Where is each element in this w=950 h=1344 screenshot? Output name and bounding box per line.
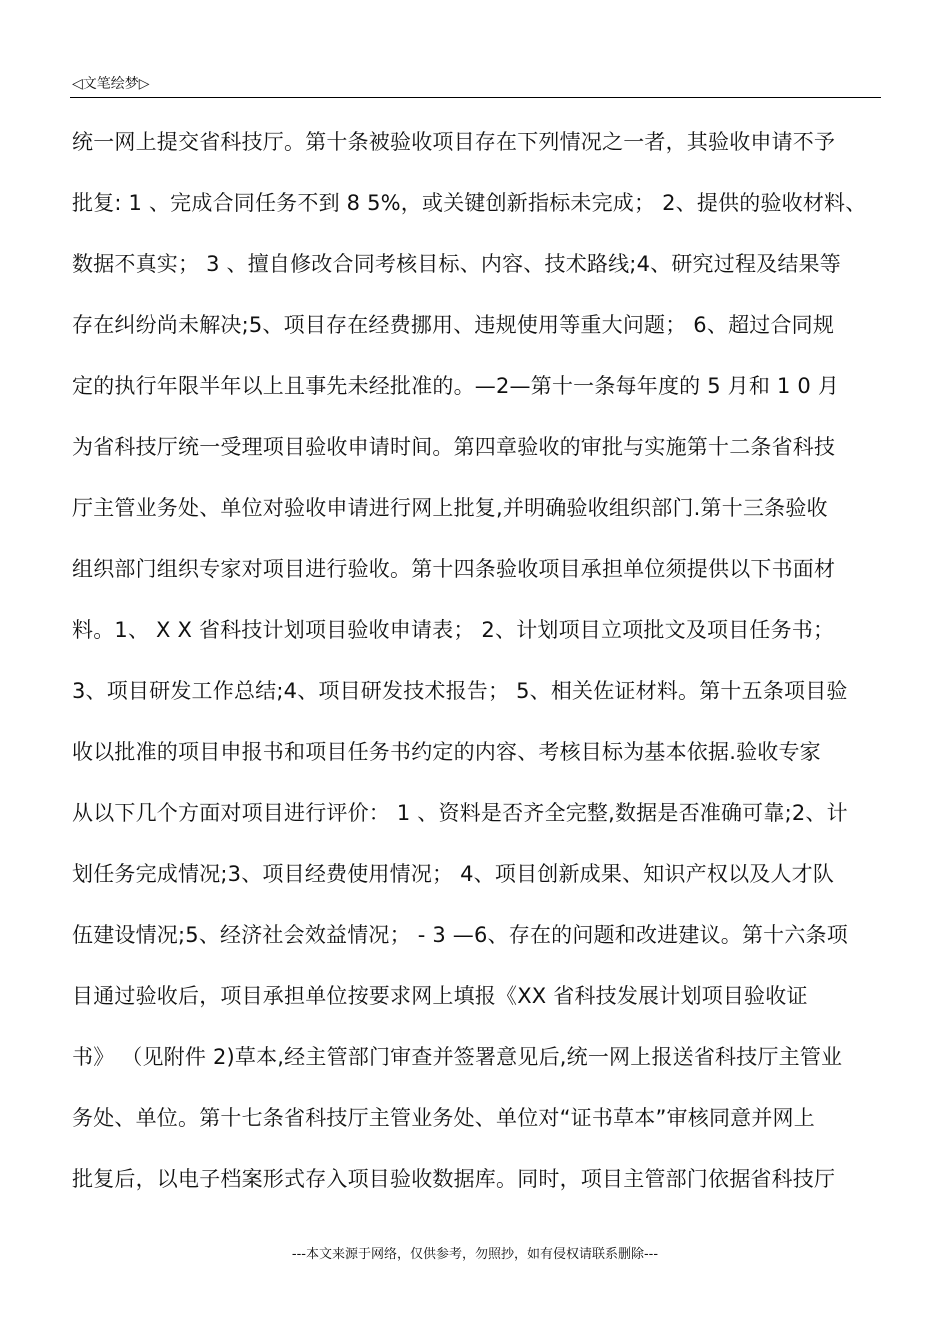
text-line: 书》 （见附件 2)草本,经主管部门审查并签署意见后,统一网上报送省科技厅主管业 xyxy=(72,1045,843,1069)
text-line: 组织部门组织专家对项目进行验收。第十四条验收项目承担单位须提供以下书面材 xyxy=(72,557,836,581)
text-line: 务处、单位。第十七条省科技厅主管业务处、单位对“证书草本”审核同意并网上 xyxy=(72,1106,815,1130)
text-line: 目通过验收后，项目承担单位按要求网上填报《XX 省科技发展计划项目验收证 xyxy=(72,984,808,1008)
text-line: 收以批准的项目申报书和项目任务书约定的内容、考核目标为基本依据.验收专家 xyxy=(72,740,821,764)
page-footer-disclaimer: ---本文来源于网络，仅供参考，勿照抄，如有侵权请联系删除--- xyxy=(291,1247,659,1262)
text-line: 为省科技厅统一受理项目验收申请时间。第四章验收的审批与实施第十二条省科技 xyxy=(72,435,836,459)
text-line: 数据不真实； 3 、擅自修改合同考核目标、内容、技术路线;4、研究过程及结果等 xyxy=(72,252,841,276)
document-body xyxy=(72,124,884,1222)
page-header: ◁文笔绘梦▷ xyxy=(72,76,150,92)
text-line: 划任务完成情况;3、项目经费使用情况； 4、项目创新成果、知识产权以及人才队 xyxy=(72,862,835,886)
text-line: 料。1、 X X 省科技计划项目验收申请表； 2、计划项目立项批文及项目任务书； xyxy=(72,618,835,642)
text-line: 厅主管业务处、单位对验收申请进行网上批复,并明确验收组织部门.第十三条验收 xyxy=(72,496,828,520)
text-line: 3、项目研发工作总结;4、项目研发技术报告； 5、相关佐证材料。第十五条项目验 xyxy=(72,679,848,703)
text-line: 存在纠纷尚未解决;5、项目存在经费挪用、违规使用等重大问题； 6、超过合同规 xyxy=(72,313,835,337)
text-line: 从以下几个方面对项目进行评价： 1 、资料是否齐全完整,数据是否准确可靠;2、计 xyxy=(72,801,848,825)
text-line: 统一网上提交省科技厅。第十条被验收项目存在下列情况之一者，其验收申请不予 xyxy=(72,130,836,154)
text-line: 伍建设情况;5、经济社会效益情况； - 3 —6、存在的问题和改进建议。第十六条项 xyxy=(72,923,848,947)
text-line: 定的执行年限半年以上且事先未经批准的。—2—第十一条每年度的 5 月和 1 0 月 xyxy=(72,374,840,398)
text-line: 批复后，以电子档案形式存入项目验收数据库。同时，项目主管部门依据省科技厅 xyxy=(72,1167,836,1191)
text-line: 批复: 1 、完成合同任务不到 8 5%，或关键创新指标未完成； 2、提供的验收材料、 xyxy=(72,191,867,215)
header-divider xyxy=(70,97,881,98)
